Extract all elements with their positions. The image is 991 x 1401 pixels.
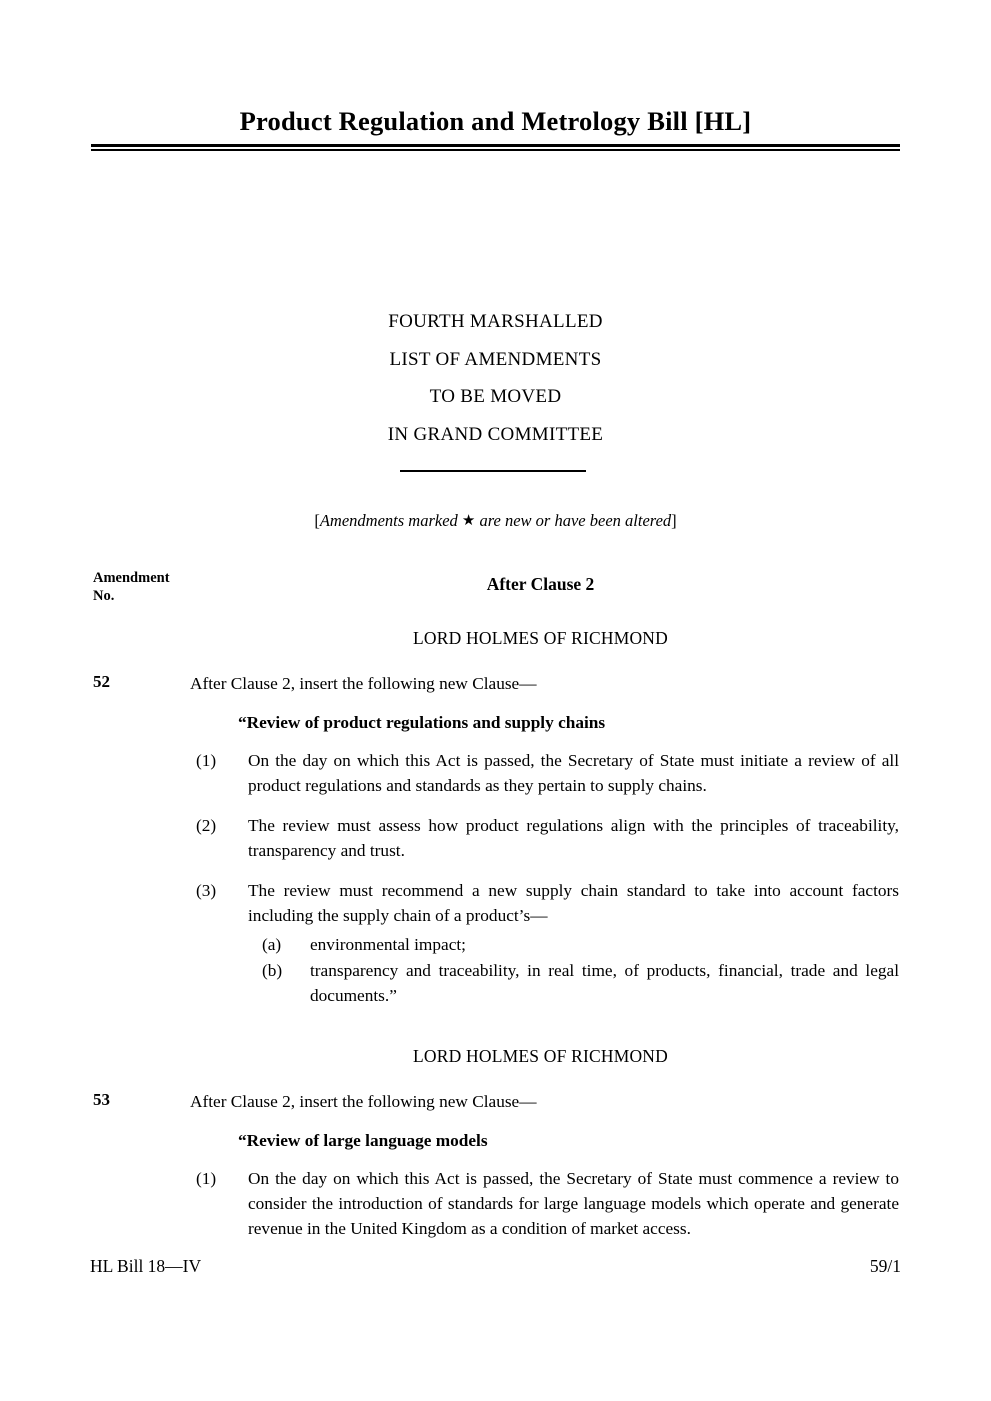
note-open-bracket: [: [314, 511, 320, 530]
footer-page-number: 59/1: [869, 1256, 901, 1276]
paragraph-text: The review must assess how product regulations align with the principles of traceability, transparency and trust.: [248, 816, 899, 860]
page-footer: [90, 1256, 901, 1277]
title-rule-thin: [91, 149, 900, 151]
section-heading: After Clause 2: [486, 574, 595, 594]
footer-bill-reference: HL Bill 18—IV: [90, 1256, 202, 1276]
paragraph-text: The review must recommend a new supply chain standard to take into account factors including the supply chain of a product’s—: [248, 881, 899, 925]
clause-paragraph: [196, 1167, 899, 1241]
title-double-rule: [91, 144, 900, 151]
amendment-entry: [0, 672, 991, 1008]
lettered-item-text: transparency and traceability, in real time, of products, financial, trade and legal documents.”: [310, 961, 899, 1005]
paragraph-marker: (1): [196, 1169, 217, 1189]
clause-paragraph: [196, 814, 899, 863]
amendment-no-label-line1: Amendment: [93, 570, 170, 586]
document-heading-block: [90, 303, 901, 453]
paragraph-text: On the day on which this Act is passed, the Secretary of State must commence a review to consider the introduction of standards for large language models which operate and generate revenue in the United Kingdom as a condition of market access.: [248, 1169, 899, 1238]
page-title: Product Regulation and Metrology Bill [HL]: [239, 106, 752, 136]
lettered-item-marker: (a): [262, 934, 282, 954]
note-text-before-star: Amendments marked: [319, 511, 462, 530]
short-divider-rule: [400, 470, 586, 472]
note-close-bracket: ]: [671, 511, 677, 530]
heading-line-3: TO BE MOVED: [429, 386, 562, 407]
amendment-number: 52: [93, 672, 110, 691]
star-icon: ★: [461, 513, 476, 529]
lettered-item: [262, 933, 899, 958]
amendment-lead-in: After Clause 2, insert the following new Clause—: [190, 1092, 537, 1112]
amendments-body: [0, 628, 991, 1241]
amendments-marked-note: [90, 511, 901, 531]
heading-line-2: LIST OF AMENDMENTS: [389, 348, 602, 370]
paragraph-marker: (1): [196, 751, 217, 770]
heading-line-4: IN GRAND COMMITTEE: [387, 423, 604, 445]
sponsor-name: LORD HOLMES OF RICHMOND: [413, 1046, 668, 1067]
amendment-number: 53: [93, 1090, 110, 1110]
lettered-item-marker: (b): [262, 961, 283, 981]
sponsor-name: LORD HOLMES OF RICHMOND: [413, 628, 668, 648]
lettered-item-text: environmental impact;: [310, 934, 466, 954]
paragraph-text: On the day on which this Act is passed, the Secretary of State must initiate a review of all product regulations and standards as they pertain to supply chains.: [248, 751, 899, 795]
paragraph-marker: (3): [196, 881, 217, 901]
heading-line-1: FOURTH MARSHALLED: [388, 311, 603, 332]
clause-paragraph: [196, 879, 899, 928]
lettered-sub-items: [0, 933, 991, 1009]
new-clause-heading: “Review of large language models: [238, 1131, 488, 1151]
amendment-no-label-line2: No.: [93, 587, 115, 604]
amendment-entry: [0, 1090, 991, 1241]
paragraph-marker: (2): [196, 816, 217, 836]
note-text-after-star: are new or have been altered: [475, 511, 672, 530]
new-clause-heading: “Review of product regulations and supply chains: [238, 713, 606, 732]
lettered-item: [262, 959, 899, 1008]
amendment-lead-in: After Clause 2, insert the following new Clause—: [190, 674, 537, 693]
clause-paragraph: [196, 749, 899, 798]
